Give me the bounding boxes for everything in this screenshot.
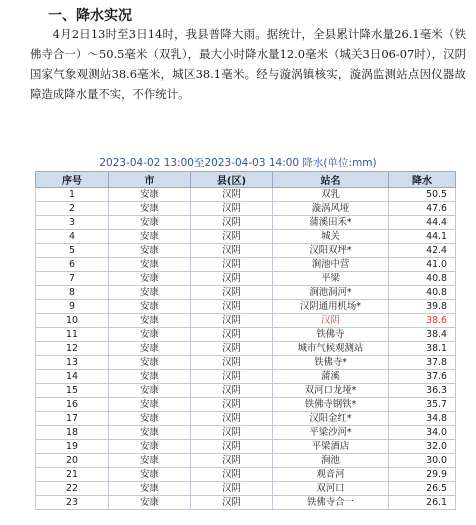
table-row bbox=[36, 384, 456, 398]
cell-station: 涧池洞河* bbox=[273, 286, 389, 300]
table-row bbox=[36, 482, 456, 496]
table-row bbox=[36, 496, 456, 510]
rainfall-table bbox=[35, 171, 456, 510]
cell-no: 18 bbox=[36, 426, 109, 440]
cell-station: 汉阳双坪* bbox=[273, 244, 389, 258]
cell-no: 22 bbox=[36, 482, 109, 496]
cell-county: 汉阴 bbox=[191, 454, 273, 468]
cell-county: 汉阴 bbox=[191, 272, 273, 286]
table-row bbox=[36, 202, 456, 216]
cell-no: 7 bbox=[36, 272, 109, 286]
cell-no: 4 bbox=[36, 230, 109, 244]
cell-county: 汉阴 bbox=[191, 258, 273, 272]
cell-city: 安康 bbox=[109, 440, 191, 454]
table-row bbox=[36, 454, 456, 468]
cell-rain: 40.8 bbox=[389, 272, 456, 286]
cell-station: 平梁酒店 bbox=[273, 440, 389, 454]
cell-city: 安康 bbox=[109, 328, 191, 342]
cell-city: 安康 bbox=[109, 202, 191, 216]
cell-no: 16 bbox=[36, 398, 109, 412]
cell-no: 6 bbox=[36, 258, 109, 272]
cell-rain: 41.0 bbox=[389, 258, 456, 272]
cell-county: 汉阴 bbox=[191, 244, 273, 258]
cell-station: 涧池 bbox=[273, 454, 389, 468]
cell-rain: 39.8 bbox=[389, 300, 456, 314]
cell-no: 11 bbox=[36, 328, 109, 342]
cell-no: 12 bbox=[36, 342, 109, 356]
cell-city: 安康 bbox=[109, 314, 191, 328]
table-row bbox=[36, 300, 456, 314]
cell-city: 安康 bbox=[109, 244, 191, 258]
col-header-county: 县(区) bbox=[191, 172, 273, 188]
cell-county: 汉阴 bbox=[191, 356, 273, 370]
cell-rain: 42.4 bbox=[389, 244, 456, 258]
cell-rain: 34.8 bbox=[389, 412, 456, 426]
table-row bbox=[36, 314, 456, 328]
cell-city: 安康 bbox=[109, 188, 191, 202]
table-row bbox=[36, 398, 456, 412]
cell-rain: 38.4 bbox=[389, 328, 456, 342]
cell-no: 19 bbox=[36, 440, 109, 454]
cell-city: 安康 bbox=[109, 216, 191, 230]
cell-no: 8 bbox=[36, 286, 109, 300]
cell-county: 汉阴 bbox=[191, 188, 273, 202]
cell-station: 蒲溪 bbox=[273, 370, 389, 384]
cell-station: 汉阳金红* bbox=[273, 412, 389, 426]
cell-county: 汉阴 bbox=[191, 286, 273, 300]
cell-no: 15 bbox=[36, 384, 109, 398]
col-header-no: 序号 bbox=[36, 172, 109, 188]
table-row bbox=[36, 426, 456, 440]
cell-county: 汉阴 bbox=[191, 440, 273, 454]
cell-station: 城关 bbox=[273, 230, 389, 244]
cell-city: 安康 bbox=[109, 426, 191, 440]
cell-city: 安康 bbox=[109, 272, 191, 286]
cell-city: 安康 bbox=[109, 454, 191, 468]
cell-no: 10 bbox=[36, 314, 109, 328]
cell-station: 平梁 bbox=[273, 272, 389, 286]
cell-city: 安康 bbox=[109, 370, 191, 384]
cell-city: 安康 bbox=[109, 496, 191, 510]
cell-station: 平梁沙河* bbox=[273, 426, 389, 440]
cell-county: 汉阴 bbox=[191, 496, 273, 510]
section-title: 一、降水实况 bbox=[48, 8, 132, 24]
cell-station: 城市气候观测站 bbox=[273, 342, 389, 356]
table-row bbox=[36, 258, 456, 272]
cell-rain: 38.1 bbox=[389, 342, 456, 356]
cell-county: 汉阴 bbox=[191, 216, 273, 230]
cell-city: 安康 bbox=[109, 356, 191, 370]
cell-county: 汉阴 bbox=[191, 426, 273, 440]
cell-station: 双河口 bbox=[273, 482, 389, 496]
table-row bbox=[36, 230, 456, 244]
cell-county: 汉阴 bbox=[191, 412, 273, 426]
table-row bbox=[36, 286, 456, 300]
cell-county: 汉阴 bbox=[191, 398, 273, 412]
table-row bbox=[36, 342, 456, 356]
cell-county: 汉阴 bbox=[191, 202, 273, 216]
cell-station: 漩涡风垭 bbox=[273, 202, 389, 216]
cell-station: 铁佛寺钢铁* bbox=[273, 398, 389, 412]
cell-station: 涧池中营 bbox=[273, 258, 389, 272]
cell-rain: 26.1 bbox=[389, 496, 456, 510]
cell-rain: 40.8 bbox=[389, 286, 456, 300]
table-row bbox=[36, 412, 456, 426]
cell-rain: 26.5 bbox=[389, 482, 456, 496]
cell-no: 21 bbox=[36, 468, 109, 482]
cell-station: 汉阴通用机场* bbox=[273, 300, 389, 314]
cell-city: 安康 bbox=[109, 482, 191, 496]
cell-city: 安康 bbox=[109, 286, 191, 300]
cell-rain: 30.0 bbox=[389, 454, 456, 468]
cell-station: 双河口龙垭* bbox=[273, 384, 389, 398]
cell-county: 汉阴 bbox=[191, 300, 273, 314]
cell-no: 9 bbox=[36, 300, 109, 314]
cell-no: 17 bbox=[36, 412, 109, 426]
cell-rain: 44.1 bbox=[389, 230, 456, 244]
cell-county: 汉阴 bbox=[191, 482, 273, 496]
table-row bbox=[36, 328, 456, 342]
cell-rain: 38.6 bbox=[389, 314, 456, 328]
cell-no: 20 bbox=[36, 454, 109, 468]
summary-paragraph: 4月2日13时至3日14时，我县普降大雨。据统计，全县累计降水量26.1毫米（铁佛寺合一）～50.5毫米（双乳），最大小时降水量12.0毫米（城关3日06-07时），汉阴国家气象观测站38.6毫米，城区38.1毫米。经与漩涡镇核实，漩涡监测站点因仪器故障造成降水量不实，不作统计。 bbox=[30, 27, 466, 101]
cell-rain: 29.9 bbox=[389, 468, 456, 482]
cell-county: 汉阴 bbox=[191, 342, 273, 356]
cell-county: 汉阴 bbox=[191, 314, 273, 328]
cell-city: 安康 bbox=[109, 412, 191, 426]
table-row bbox=[36, 356, 456, 370]
cell-rain: 44.4 bbox=[389, 216, 456, 230]
table-row bbox=[36, 216, 456, 230]
cell-no: 2 bbox=[36, 202, 109, 216]
cell-rain: 35.7 bbox=[389, 398, 456, 412]
cell-county: 汉阴 bbox=[191, 328, 273, 342]
cell-station: 观音河 bbox=[273, 468, 389, 482]
cell-county: 汉阴 bbox=[191, 370, 273, 384]
cell-station: 铁佛寺 bbox=[273, 328, 389, 342]
cell-station: 蒲溪田禾* bbox=[273, 216, 389, 230]
col-header-station: 站名 bbox=[273, 172, 389, 188]
cell-no: 3 bbox=[36, 216, 109, 230]
cell-rain: 37.8 bbox=[389, 356, 456, 370]
cell-county: 汉阴 bbox=[191, 468, 273, 482]
cell-rain: 50.5 bbox=[389, 188, 456, 202]
cell-city: 安康 bbox=[109, 230, 191, 244]
cell-rain: 34.0 bbox=[389, 426, 456, 440]
cell-rain: 37.6 bbox=[389, 370, 456, 384]
cell-no: 1 bbox=[36, 188, 109, 202]
table-row bbox=[36, 272, 456, 286]
cell-station: 铁佛寺* bbox=[273, 356, 389, 370]
cell-rain: 32.0 bbox=[389, 440, 456, 454]
table-body bbox=[36, 188, 456, 510]
cell-county: 汉阴 bbox=[191, 384, 273, 398]
cell-no: 5 bbox=[36, 244, 109, 258]
cell-no: 14 bbox=[36, 370, 109, 384]
table-row bbox=[36, 468, 456, 482]
cell-city: 安康 bbox=[109, 300, 191, 314]
cell-city: 安康 bbox=[109, 468, 191, 482]
col-header-city: 市 bbox=[109, 172, 191, 188]
cell-station: 汉阴 bbox=[273, 314, 389, 328]
cell-station: 双乳 bbox=[273, 188, 389, 202]
table-row bbox=[36, 244, 456, 258]
cell-no: 23 bbox=[36, 496, 109, 510]
table-row bbox=[36, 440, 456, 454]
cell-city: 安康 bbox=[109, 258, 191, 272]
table-row bbox=[36, 370, 456, 384]
table-header-row bbox=[36, 172, 456, 188]
cell-rain: 36.3 bbox=[389, 384, 456, 398]
cell-station: 铁佛寺合一 bbox=[273, 496, 389, 510]
table-caption: 2023-04-02 13:00至2023-04-03 14:00 降水(单位:mm) bbox=[99, 157, 377, 169]
cell-county: 汉阴 bbox=[191, 230, 273, 244]
cell-city: 安康 bbox=[109, 342, 191, 356]
cell-city: 安康 bbox=[109, 398, 191, 412]
cell-city: 安康 bbox=[109, 384, 191, 398]
table-row bbox=[36, 188, 456, 202]
cell-no: 13 bbox=[36, 356, 109, 370]
cell-rain: 47.6 bbox=[389, 202, 456, 216]
col-header-rain: 降水 bbox=[389, 172, 456, 188]
